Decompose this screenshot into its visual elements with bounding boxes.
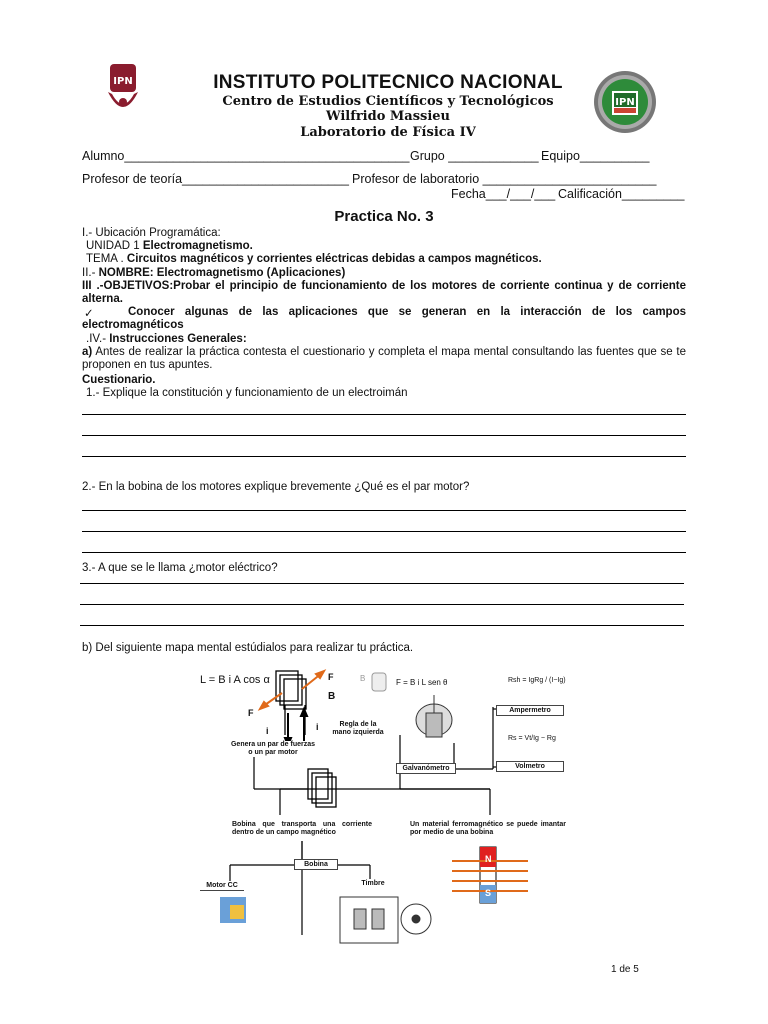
instrucciones-line: .IV.- Instrucciones Generales: bbox=[86, 333, 247, 345]
formula-shunt: Rsh = IgRg / (I−Ig) bbox=[508, 677, 566, 684]
galvanometer-icon bbox=[416, 695, 452, 737]
answer-line[interactable] bbox=[82, 414, 686, 415]
motor-node: Motor CC bbox=[200, 881, 244, 891]
par-fuerzas-node: Genera un par de fuerzas o un par motor bbox=[230, 741, 316, 756]
svg-text:IPN: IPN bbox=[113, 76, 133, 87]
page-number: 1 de 5 bbox=[611, 964, 639, 975]
formula-torque: L = B i A cos α bbox=[200, 674, 270, 686]
center-name: Centro de Estudios Científicos y Tecnológicos bbox=[222, 94, 554, 109]
unidad-line: UNIDAD 1 Electromagnetismo. bbox=[86, 240, 253, 252]
answer-line[interactable] bbox=[80, 604, 684, 605]
bobina-node: Bobina bbox=[294, 859, 338, 870]
answer-line[interactable] bbox=[82, 456, 686, 457]
profesor-lab-field[interactable]: Profesor de laboratorio _________________________ bbox=[352, 172, 657, 186]
north-pole-label: N bbox=[485, 854, 492, 864]
answer-line[interactable] bbox=[80, 625, 684, 626]
material-desc-node: Un material ferromagnético se puede imantar por medio de una bobina bbox=[410, 821, 566, 836]
alumno-field[interactable]: Alumno_________________________________________ bbox=[82, 149, 410, 163]
grupo-field[interactable]: Grupo _____________ bbox=[410, 149, 539, 163]
question-1: 1.- Explique la constitución y funcionamiento de un electroimán bbox=[86, 387, 408, 399]
calificacion-field[interactable]: Calificación_________ bbox=[558, 187, 685, 201]
label-F: F bbox=[328, 672, 334, 682]
motor-icon bbox=[220, 897, 246, 923]
fecha-field[interactable]: Fecha___/___/___ bbox=[451, 187, 556, 201]
nombre-line: II.- NOMBRE: Electromagnetismo (Aplicaciones) bbox=[82, 267, 346, 279]
answer-line[interactable] bbox=[80, 583, 684, 584]
mind-map bbox=[190, 665, 590, 965]
label-i: i bbox=[266, 726, 269, 736]
answer-line[interactable] bbox=[82, 531, 686, 532]
label-B2: B bbox=[360, 674, 366, 683]
check-icon: ✓ bbox=[84, 308, 94, 320]
answer-line[interactable] bbox=[82, 552, 686, 553]
objetivo-2: Conocer algunas de las aplicaciones que se generan en la interacción de los campos electromagnéticos bbox=[82, 306, 686, 331]
ubicacion: I.- Ubicación Programática: bbox=[82, 227, 221, 239]
cuestionario-heading: Cuestionario. bbox=[82, 374, 156, 386]
objetivos: III .-OBJETIVOS:Probar el principio de funcionamiento de los motores de corriente continua y de corriente alterna. bbox=[82, 280, 686, 305]
ipn-guinda-logo-icon bbox=[104, 62, 142, 118]
coil-icon bbox=[276, 671, 306, 735]
question-3: 3.- A que se le llama ¿motor eléctrico? bbox=[82, 562, 278, 574]
timbre-node: Timbre bbox=[358, 879, 388, 888]
tema-line: TEMA . Circuitos magnéticos y corrientes eléctricas debidas a campos magnéticos. bbox=[86, 253, 542, 265]
hand-icon bbox=[372, 673, 386, 691]
lab-name: Laboratorio de Física IV bbox=[300, 125, 476, 140]
bobina-icon bbox=[308, 769, 336, 807]
formula-series: Rs = Vt/Ig − Rg bbox=[508, 735, 556, 742]
profesor-teoria-field[interactable]: Profesor de teoría________________________ bbox=[82, 172, 349, 186]
galvanometro-node: Galvanómetro bbox=[396, 763, 456, 774]
south-pole-label: S bbox=[485, 888, 492, 898]
school-name: Wilfrido Massieu bbox=[325, 109, 451, 124]
bobina-desc-node: Bobina que transporta una corriente dentro de un campo magnético bbox=[232, 821, 372, 836]
answer-line[interactable] bbox=[82, 510, 686, 511]
label-F2: F bbox=[248, 708, 254, 718]
practice-title: Practica No. 3 bbox=[334, 208, 434, 225]
voltimetro-node: Volmetro bbox=[496, 761, 564, 772]
svg-text:IPN: IPN bbox=[615, 97, 635, 108]
amperimetro-node: Ampermetro bbox=[496, 705, 564, 716]
question-2: 2.- En la bobina de los motores explique brevemente ¿Qué es el par motor? bbox=[82, 481, 470, 493]
answer-line[interactable] bbox=[82, 435, 686, 436]
instruccion-b: b) Del siguiente mapa mental estúdialos para realizar tu práctica. bbox=[82, 642, 414, 654]
institute-title: INSTITUTO POLITECNICO NACIONAL bbox=[213, 72, 563, 93]
instruccion-a: a) Antes de realizar la práctica contesta el cuestionario y completa el mapa mental consultando las fuentes que se te proponen en tus apuntes. bbox=[82, 346, 686, 371]
formula-force: F = B i L sen θ bbox=[396, 678, 448, 687]
regla-node: Regla de la mano izquierda bbox=[330, 721, 386, 737]
timbre-icon bbox=[340, 897, 431, 943]
label-i2: i bbox=[316, 722, 319, 732]
equipo-field[interactable]: Equipo__________ bbox=[541, 149, 650, 163]
ipn-left-logo bbox=[104, 62, 142, 118]
label-B: B bbox=[328, 691, 336, 702]
